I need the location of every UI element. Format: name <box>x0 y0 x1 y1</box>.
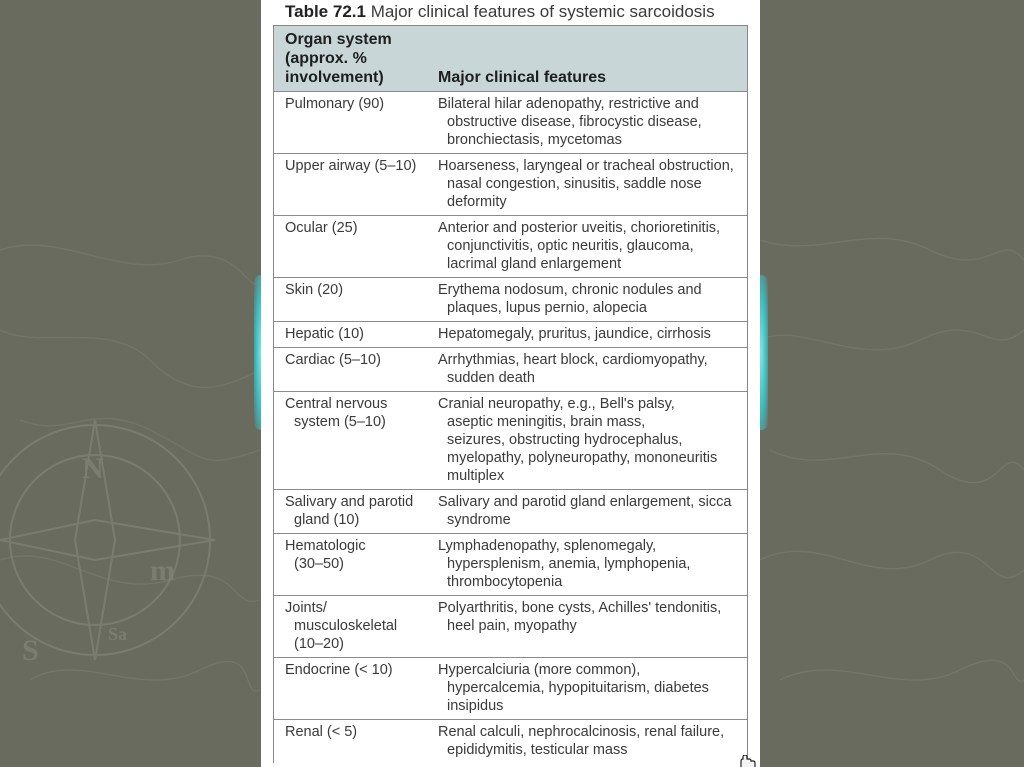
organ-system-text: Skin (20) <box>285 282 344 298</box>
organ-system-text: Salivary and parotid <box>285 494 414 510</box>
organ-system-cell <box>274 154 428 216</box>
clinical-features-cell <box>428 92 747 154</box>
clinical-features-text: plaques, lupus pernio, alopecia <box>447 300 647 316</box>
clinical-features-text: Renal calculi, nephrocalcinosis, renal failure, <box>438 724 725 740</box>
table-row <box>274 322 747 348</box>
organ-system-text: Hepatic (10) <box>285 326 364 342</box>
clinical-features-text: deformity <box>447 194 507 210</box>
clinical-features-text: nasal congestion, sinusitis, saddle nose <box>447 176 702 192</box>
sarcoidosis-table <box>273 25 748 763</box>
clinical-features-cell <box>428 278 747 322</box>
organ-system-cell <box>274 658 428 720</box>
header-organ-system <box>274 26 428 92</box>
organ-system-cell <box>274 322 428 348</box>
clinical-features-cell <box>428 596 747 658</box>
organ-system-text: (30–50) <box>294 556 344 572</box>
table-row <box>274 490 747 534</box>
clinical-features-text: heel pain, myopathy <box>447 618 577 634</box>
clinical-features-cell <box>428 154 747 216</box>
clinical-features-text: Polyarthritis, bone cysts, Achilles' tendonitis, <box>438 600 722 616</box>
clinical-features-text: hypercalcemia, hypopituitarism, diabetes <box>447 680 709 696</box>
svg-text:S: S <box>22 634 39 667</box>
clinical-features-text: insipidus <box>447 698 504 714</box>
clinical-features-text: Hypercalciuria (more common), <box>438 662 641 678</box>
clinical-features-cell <box>428 658 747 720</box>
clinical-features-text: Arrhythmias, heart block, cardiomyopathy, <box>438 352 708 368</box>
table-row <box>274 392 747 490</box>
organ-system-cell <box>274 216 428 278</box>
organ-system-text: Endocrine (< 10) <box>285 662 393 678</box>
clinical-features-text: obstructive disease, fibrocystic disease, <box>447 114 702 130</box>
clinical-features-text: Lymphadenopathy, splenomegaly, <box>438 538 657 554</box>
table-row <box>274 278 747 322</box>
clinical-features-cell <box>428 322 747 348</box>
header-organ-line: involvement) <box>285 69 384 86</box>
table-row <box>274 216 747 278</box>
organ-system-text: Pulmonary (90) <box>285 96 385 112</box>
organ-system-text: (10–20) <box>294 636 344 652</box>
organ-system-cell <box>274 348 428 392</box>
clinical-features-cell <box>428 490 747 534</box>
organ-system-text: musculoskeletal <box>294 618 398 634</box>
organ-system-text: system (5–10) <box>294 414 386 430</box>
clinical-features-text: bronchiectasis, mycetomas <box>447 132 622 148</box>
organ-system-cell <box>274 720 428 764</box>
table-caption <box>285 2 715 22</box>
clinical-features-text: Anterior and posterior uveitis, chorioretinitis, <box>438 220 721 236</box>
document-page <box>261 0 760 767</box>
organ-system-cell <box>274 392 428 490</box>
header-organ-line: (approx. % <box>285 50 367 67</box>
clinical-features-text: Hepatomegaly, pruritus, jaundice, cirrhosis <box>438 326 711 342</box>
svg-text:m: m <box>150 554 175 587</box>
clinical-features-cell <box>428 216 747 278</box>
table-row <box>274 92 747 154</box>
clinical-features-text: Erythema nodosum, chronic nodules and <box>438 282 702 298</box>
organ-system-text: Ocular (25) <box>285 220 358 236</box>
table-number: Table 72.1 <box>285 2 366 21</box>
organ-system-text: Cardiac (5–10) <box>285 352 381 368</box>
table-body <box>274 92 747 764</box>
organ-system-text: gland (10) <box>294 512 360 528</box>
table-row <box>274 154 747 216</box>
organ-system-text: Renal (< 5) <box>285 724 358 740</box>
clinical-features-text: sudden death <box>447 370 535 386</box>
clinical-features-text: conjunctivitis, optic neuritis, glaucoma, <box>447 238 694 254</box>
organ-system-cell <box>274 92 428 154</box>
svg-text:Sa: Sa <box>108 624 128 644</box>
organ-system-cell <box>274 534 428 596</box>
table-row <box>274 534 747 596</box>
clinical-features-text: epididymitis, testicular mass <box>447 742 628 758</box>
clinical-features-text: seizures, obstructing hydrocephalus, <box>447 432 683 448</box>
hand-cursor-icon <box>738 755 758 767</box>
clinical-features-text: Salivary and parotid gland enlargement, sicca <box>438 494 732 510</box>
table-row <box>274 348 747 392</box>
organ-system-text: Hematologic <box>285 538 366 554</box>
table-title: Major clinical features of systemic sarcoidosis <box>370 2 715 21</box>
clinical-features-text: lacrimal gland enlargement <box>447 256 622 272</box>
clinical-features-text: multiplex <box>447 468 505 484</box>
clinical-features-cell <box>428 534 747 596</box>
clinical-features-text: myelopathy, polyneuropathy, mononeuritis <box>447 450 718 466</box>
clinical-features-cell <box>428 720 747 764</box>
table-header-row <box>274 26 747 92</box>
clinical-features-text: Hoarseness, laryngeal or tracheal obstruction, <box>438 158 734 174</box>
organ-system-text: Upper airway (5–10) <box>285 158 417 174</box>
header-features-label: Major clinical features <box>438 69 607 86</box>
table-row <box>274 596 747 658</box>
organ-system-cell <box>274 278 428 322</box>
organ-system-cell <box>274 490 428 534</box>
clinical-features-text: syndrome <box>447 512 511 528</box>
clinical-features-text: Cranial neuropathy, e.g., Bell's palsy, <box>438 396 675 412</box>
organ-system-text: Joints/ <box>285 600 327 616</box>
table-row <box>274 658 747 720</box>
organ-system-text: Central nervous <box>285 396 388 412</box>
clinical-features-cell <box>428 392 747 490</box>
clinical-features-text: aseptic meningitis, brain mass, <box>447 414 646 430</box>
header-organ-line: Organ system <box>285 31 392 48</box>
organ-system-cell <box>274 596 428 658</box>
header-clinical-features <box>428 26 747 92</box>
table-row <box>274 720 747 764</box>
clinical-features-text: Bilateral hilar adenopathy, restrictive and <box>438 96 699 112</box>
clinical-features-cell <box>428 348 747 392</box>
svg-text:N: N <box>82 452 104 485</box>
clinical-features-text: hypersplenism, anemia, lymphopenia, <box>447 556 691 572</box>
features-table <box>274 26 747 763</box>
clinical-features-text: thrombocytopenia <box>447 574 563 590</box>
